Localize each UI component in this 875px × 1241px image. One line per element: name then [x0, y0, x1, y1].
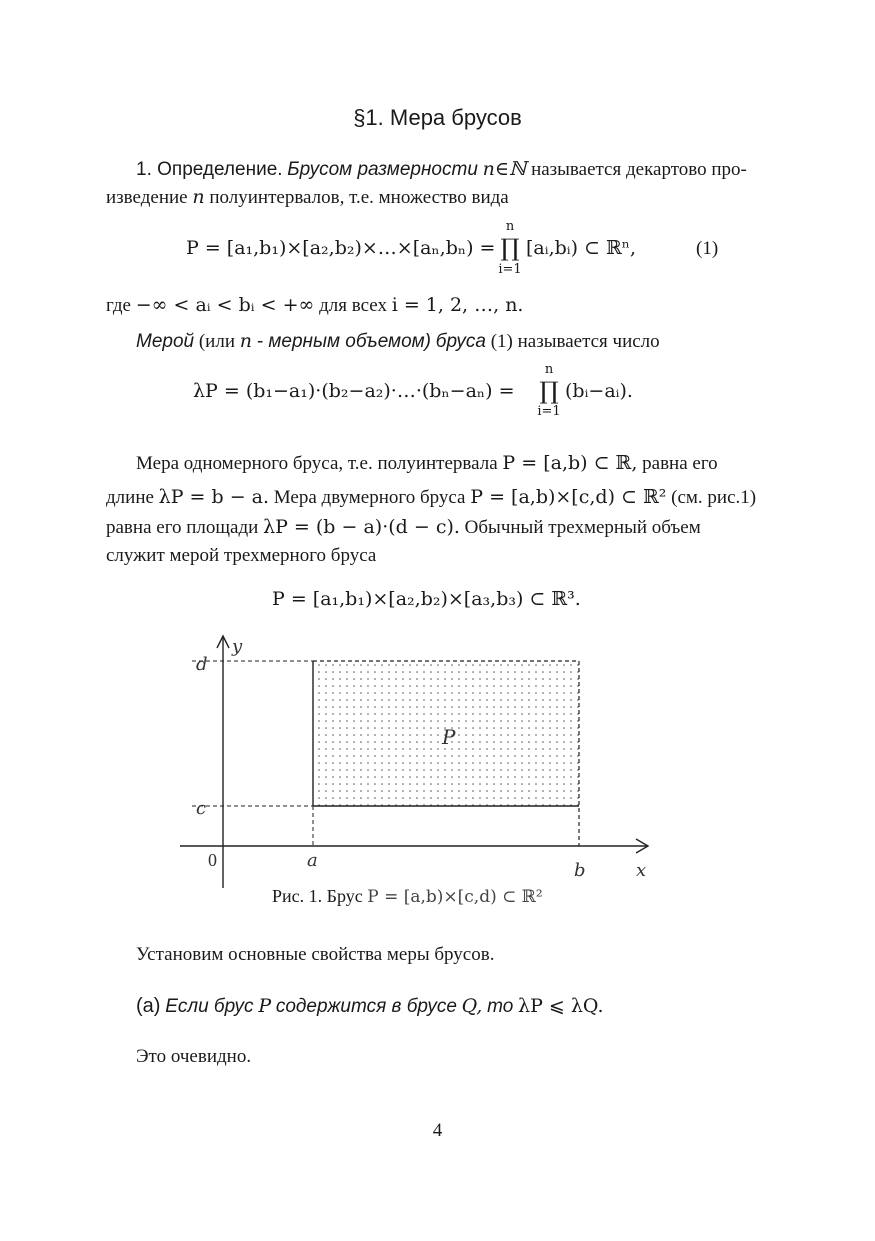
p3-text-2: Обычный трехмерный объем [464, 517, 701, 538]
y-axis-label: y [232, 636, 243, 657]
measure-term-3: бруса [435, 331, 486, 352]
definition-line2-var: n [192, 186, 205, 208]
p2-text-3: (см. рис.1) [671, 487, 757, 508]
p1-text-2: равна его [642, 453, 718, 474]
measure-n: n [239, 330, 253, 352]
paragraph-line-1 [136, 452, 718, 475]
formula-1-prod-top: n [505, 219, 515, 234]
property-a-var-q: Q, [461, 995, 483, 1017]
formula-2-prod-top: n [544, 362, 554, 377]
measure-paren: (или [198, 331, 236, 352]
obvious-text: Это очевидно. [136, 1046, 252, 1067]
p2-math: λP = b − a. [158, 486, 270, 508]
p2-math-2: P = [a,b)×[c,d) ⊂ ℝ² [470, 486, 667, 508]
measure-rest: (1) называется число [490, 331, 660, 352]
property-a-text-2: содержится в брусе [275, 996, 457, 1017]
caption-math: P = [a,b)×[c,d) ⊂ ℝ² [367, 887, 543, 907]
property-a-text-3: то [487, 996, 514, 1017]
section-title: §1. Мера брусов [353, 105, 522, 130]
formula-1-lhs: P = [a₁,b₁)×[a₂,b₂)×…×[aₙ,bₙ) = [186, 237, 496, 259]
formula-2-rhs: (bᵢ−aᵢ). [565, 380, 633, 402]
formula-1-prod: ∏ [500, 234, 520, 262]
p1-math: P = [a,b) ⊂ ℝ, [502, 452, 638, 474]
formula-1-label: (1) [696, 238, 719, 259]
definition-line2-rest: полуинтервалов, т.е. множество вида [209, 187, 509, 208]
where-line [106, 294, 523, 317]
a-label: a [307, 850, 318, 871]
d-label: d [196, 654, 208, 675]
where-prefix: где [106, 295, 131, 316]
definition-number: 1. Определение. [136, 159, 283, 180]
c-label: c [196, 798, 207, 819]
formula-2-lhs: λP = (b₁−a₁)·(b₂−a₂)·…·(bₙ−aₙ) = [193, 380, 515, 402]
paragraph-line-2 [106, 486, 756, 509]
definition-rest: называется декартово про- [531, 159, 747, 180]
properties-intro: Установим основные свойства меры брусов. [136, 944, 495, 965]
formula-1-rhs: [aᵢ,bᵢ) ⊂ ℝⁿ, [526, 237, 637, 259]
figure-caption [272, 886, 543, 907]
formula-2-prod-bottom: i=1 [537, 404, 561, 419]
figure-1 [170, 628, 670, 888]
property-a [136, 995, 604, 1018]
region-label: P [442, 725, 456, 749]
where-range: i = 1, 2, …, n. [391, 294, 524, 316]
paragraph-line-4: служит мерой трехмерного бруса [106, 545, 377, 566]
definition-term: Брусом размерности [287, 159, 478, 180]
property-a-text-1: Если брус [165, 996, 254, 1017]
measure-term-2: - мерным объемом) [256, 331, 431, 352]
property-a-label: (а) [136, 995, 161, 1017]
formula-3: P = [a₁,b₁)×[a₂,b₂)×[a₃,b₃) ⊂ ℝ³. [272, 588, 581, 610]
formula-2-prod: ∏ [539, 377, 559, 405]
p1-text: Мера одномерного бруса, т.е. полуинтервала [136, 453, 498, 474]
where-inequality: −∞ < aᵢ < bᵢ < +∞ [135, 294, 315, 316]
measure-definition [136, 330, 660, 353]
origin-label: 0 [208, 850, 217, 870]
x-axis-label: x [636, 860, 647, 881]
p2-text: длине [106, 487, 154, 508]
p3-math: λP = (b − a)·(d − c). [263, 516, 460, 538]
where-mid: для всех [319, 295, 387, 316]
measure-term: Мерой [136, 331, 195, 352]
p2-text-2: Мера двумерного бруса [273, 487, 466, 508]
property-a-var-p: P [258, 995, 272, 1017]
page-number: 4 [432, 1120, 443, 1141]
definition-line-1 [136, 158, 747, 181]
definition-var: n∈ℕ [482, 158, 527, 180]
paragraph-line-3 [106, 516, 701, 539]
b-label: b [574, 860, 586, 881]
property-a-inequality: λP ⩽ λQ. [518, 995, 604, 1017]
caption-text: Рис. 1. Брус [272, 886, 363, 906]
p3-text: равна его площади [106, 517, 259, 538]
definition-line2-text: изведение [106, 187, 188, 208]
definition-line-2 [106, 186, 509, 209]
formula-1-prod-bottom: i=1 [498, 262, 522, 277]
